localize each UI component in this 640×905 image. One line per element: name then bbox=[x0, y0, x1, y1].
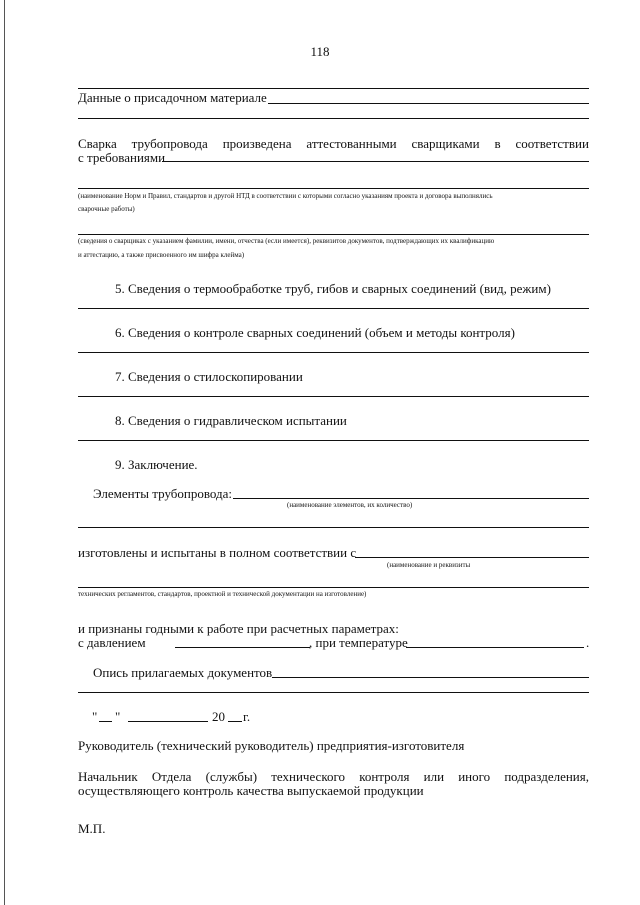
inventory-label: Опись прилагаемых документов bbox=[93, 665, 273, 680]
welders-note-2: и аттестацию, а также присвоенного им шифра клейма) bbox=[78, 251, 245, 259]
page-number: 118 bbox=[310, 44, 330, 59]
stamp-label: М.П. bbox=[78, 821, 106, 836]
qc-line-2: осуществляющего контроль качества выпускаемой продукции bbox=[78, 783, 424, 798]
pressure-field[interactable] bbox=[175, 647, 310, 648]
qc-word: контроля bbox=[359, 769, 410, 784]
qc-word: Отдела bbox=[151, 769, 192, 784]
inventory-field-2[interactable] bbox=[78, 692, 589, 693]
head-label: Руководитель (технический руководитель) предприятия-изготовителя bbox=[78, 738, 465, 753]
elements-field-2[interactable] bbox=[78, 527, 589, 528]
welding-word: трубопровода bbox=[131, 136, 208, 151]
section-5-field[interactable] bbox=[78, 308, 589, 309]
norms-note-1: (наименование Норм и Правил, стандартов и другой НТД в соответствии с которыми согласно указаниям проекта и договора выполнялись bbox=[78, 192, 493, 200]
section-6-field[interactable] bbox=[78, 352, 589, 353]
temperature-field[interactable] bbox=[406, 647, 584, 648]
section-5-heading: 5. Сведения о термообработке труб, гибов и сварных соединений (вид, режим) bbox=[115, 281, 551, 296]
accepted-line: и признаны годными к работе при расчетных параметрах: bbox=[78, 621, 399, 636]
welding-word: Сварка bbox=[78, 136, 117, 151]
year-field[interactable] bbox=[228, 721, 242, 722]
manufactured-label: изготовлены и испытаны в полном соответствии с bbox=[78, 545, 357, 560]
qc-word: или bbox=[423, 769, 445, 784]
section-8-field[interactable] bbox=[78, 440, 589, 441]
welders-field[interactable] bbox=[78, 234, 589, 235]
period: . bbox=[586, 635, 590, 650]
qc-word: подразделения, bbox=[504, 769, 589, 784]
welding-word: соответствии bbox=[515, 136, 589, 151]
welders-note-1: (сведения о сварщиках с указанием фамилии, имени, отчества (если имеется), реквизитов документов, подтверждающих их квалификацию bbox=[78, 237, 495, 245]
welding-word: аттестованными bbox=[306, 136, 397, 151]
top-rule bbox=[78, 88, 589, 89]
regulations-note: технических регламентов, стандартов, проектной и технической документации на изготовление) bbox=[78, 590, 367, 598]
section-7-heading: 7. Сведения о стилоскопировании bbox=[115, 369, 303, 384]
date-open-quote: " bbox=[92, 709, 98, 724]
regulations-field[interactable] bbox=[78, 587, 589, 588]
welding-line-2: с требованиями bbox=[78, 150, 166, 165]
month-field[interactable] bbox=[128, 721, 208, 722]
inventory-field[interactable] bbox=[272, 677, 589, 678]
qc-word: технического bbox=[271, 769, 345, 784]
day-field[interactable] bbox=[99, 721, 112, 722]
section-6-heading: 6. Сведения о контроле сварных соединений (объем и методы контроля) bbox=[115, 325, 515, 340]
qc-word: Начальник bbox=[78, 769, 138, 784]
qc-word: (службы) bbox=[205, 769, 258, 784]
qc-word: иного bbox=[458, 769, 491, 784]
section-7-field[interactable] bbox=[78, 396, 589, 397]
elements-field[interactable] bbox=[233, 498, 589, 499]
elements-label: Элементы трубопровода: bbox=[93, 486, 233, 501]
welding-word: сварщиками bbox=[411, 136, 480, 151]
filler-material-label: Данные о присадочном материале bbox=[78, 90, 267, 105]
welding-word: произведена bbox=[222, 136, 292, 151]
standards-field[interactable] bbox=[355, 557, 589, 558]
pressure-label: с давлением bbox=[78, 635, 146, 650]
requirements-field[interactable] bbox=[162, 161, 589, 162]
year-suffix: г. bbox=[243, 709, 251, 724]
welding-word: в bbox=[494, 136, 501, 151]
elements-note: (наименование элементов, их количество) bbox=[287, 501, 413, 509]
section-9-heading: 9. Заключение. bbox=[115, 457, 198, 472]
filler-material-field-2[interactable] bbox=[78, 118, 589, 119]
norms-field[interactable] bbox=[78, 188, 589, 189]
temperature-label: , при температуре bbox=[309, 635, 408, 650]
date-close-quote: " bbox=[115, 709, 121, 724]
manufactured-note: (наименование и реквизиты bbox=[387, 561, 471, 569]
year-prefix: 20 bbox=[212, 709, 225, 724]
norms-note-2: сварочные работы) bbox=[78, 205, 135, 213]
filler-material-field[interactable] bbox=[268, 103, 589, 104]
page-left-border bbox=[4, 0, 5, 905]
section-8-heading: 8. Сведения о гидравлическом испытании bbox=[115, 413, 347, 428]
